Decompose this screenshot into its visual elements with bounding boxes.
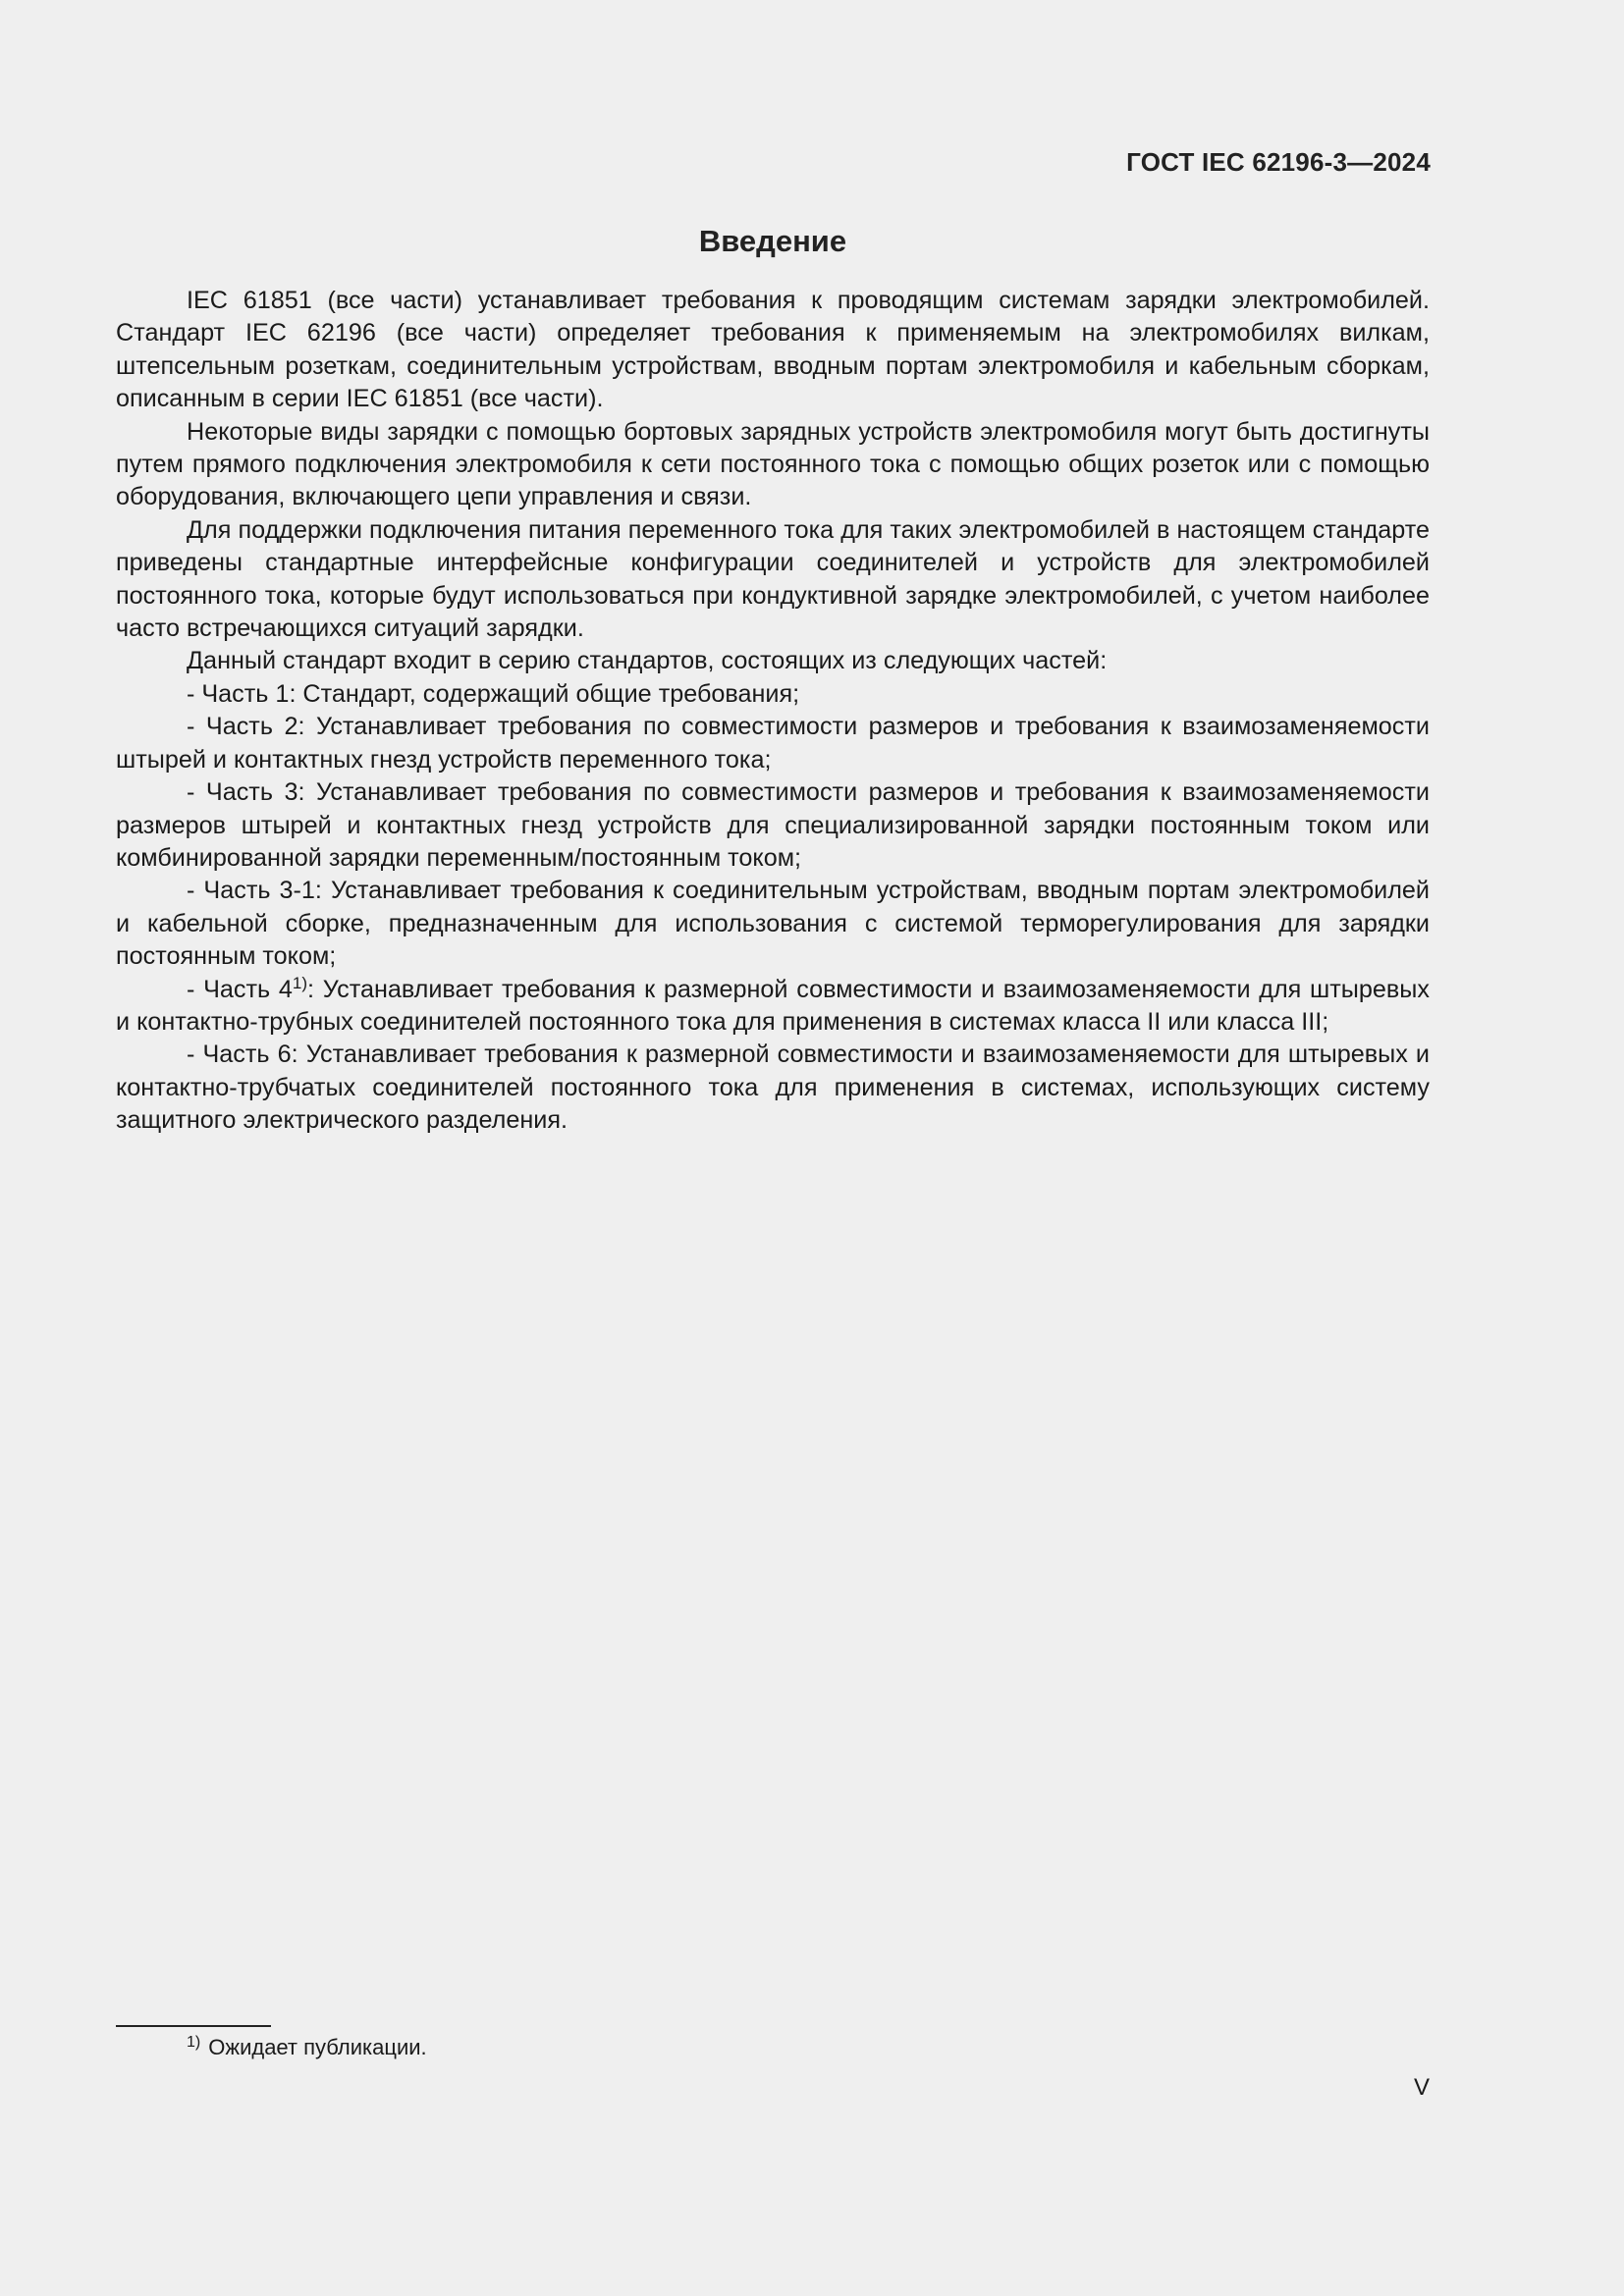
list-item: - Часть 1: Стандарт, содержащий общие требования; bbox=[187, 679, 800, 708]
footnote-text: Ожидает публикации. bbox=[208, 2035, 427, 2059]
list-item: - Часть 3-1: Устанавливает требования к соединительным устройствам, вводным портам электромобилей и кабельной сборке, предназначенным для использования с системой терморегулирования для зарядки постоянным током; bbox=[116, 877, 1430, 971]
footnote-reference: 1) bbox=[292, 973, 308, 992]
list-item-text: : Устанавливает требования к размерной совместимости и взаимозаменяемости для штыревых и контактно-трубных соединителей постоянного тока для применения в системах класса II или класса III; bbox=[116, 975, 1430, 1036]
paragraph: Некоторые виды зарядки с помощью бортовых зарядных устройств электромобиля могут быть достигнуты путем прямого подключения электромобиля к сети постоянного тока с помощью общих розеток или с помощью оборудования, включающего цепи управления и связи. bbox=[116, 417, 1430, 511]
list-item-lead: - Часть 4 bbox=[187, 975, 293, 1003]
body-text bbox=[116, 285, 1430, 1138]
list-item: - Часть 2: Устанавливает требования по совместимости размеров и требования к взаимозаменяемости штырей и контактных гнезд устройств переменного тока; bbox=[116, 713, 1430, 774]
list-item: - Часть 3: Устанавливает требования по совместимости размеров и требования к взаимозаменяемости размеров штырей и контактных гнезд устройств для специализированной зарядки постоянным током или комбинированной зарядки переменным/постоянным током; bbox=[116, 778, 1430, 872]
list-item: - Часть 6: Устанавливает требования к размерной совместимости и взаимозаменяемости для штыревых и контактно-трубчатых соединителей постоянного тока для применения в системах, использующих систему защитного электрического разделения. bbox=[116, 1041, 1430, 1135]
page-number: V bbox=[1413, 2074, 1430, 2101]
paragraph: Для поддержки подключения питания переменного тока для таких электромобилей в настоящем стандарте приведены стандартные интерфейсные конфигурации соединителей и устройств для электромобилей постоянного тока, которые будут использоваться при кондуктивной зарядке электромобилей, с учетом наиболее часто встречающихся ситуаций зарядки. bbox=[116, 515, 1430, 643]
footnote bbox=[187, 2033, 427, 2062]
footnote-mark: 1) bbox=[187, 2034, 201, 2051]
document-header: ГОСТ IEC 62196-3—2024 bbox=[1126, 147, 1431, 177]
paragraph: Данный стандарт входит в серию стандартов, состоящих из следующих частей: bbox=[187, 647, 1108, 675]
page-title: Введение bbox=[698, 224, 847, 258]
paragraph: IEC 61851 (все части) устанавливает требования к проводящим системам зарядки электромобилей. Стандарт IEC 62196 (все части) определяет требования к применяемым на электромобилях вилкам, штепсельным розеткам, соединительным устройствам, вводным портам электромобиля и кабельным сборкам, описанным в серии IEC 61851 (все части). bbox=[116, 287, 1430, 413]
footnote-divider bbox=[116, 2025, 271, 2027]
list-item bbox=[116, 974, 1430, 1040]
